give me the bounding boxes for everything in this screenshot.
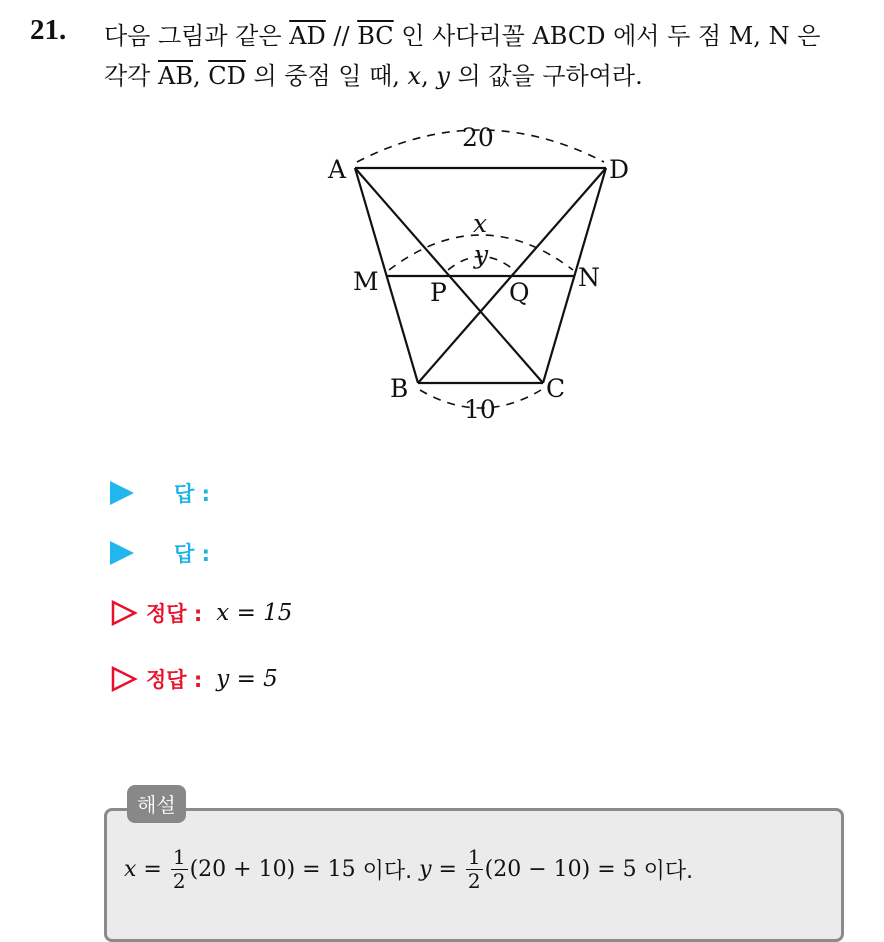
outline-triangle-icon [110, 599, 138, 627]
segment-ad: $\overline{AD}$ [289, 22, 326, 50]
label-y: y [474, 240, 489, 269]
label-bottom-length: 10 [464, 395, 496, 424]
solution-text: x = $\frac{1}{2}$ (20 + 10) = 15 이다. y = $\frac{1}{2}$ (20 − 10) = 5 이다. [124, 845, 694, 893]
solution-tag: 해설 [127, 785, 186, 823]
fraction-half: $\frac{1}{2}$ [172, 845, 186, 893]
question-line-2: 각각 $\overline{AB}$, $\overline{CD}$ 의 중점 일 때, x, y 의 값을 구하여라. [104, 62, 643, 90]
question-line-1: 다음 그림과 같은 $\overline{AD} // \overline{BC}$ 인 사다리꼴 ABCD 에서 두 점 M, N 은 [104, 22, 821, 50]
label-m: M [353, 267, 379, 296]
label-b: B [390, 374, 409, 403]
fraction-half: $\frac{1}{2}$ [467, 845, 481, 893]
label-d: D [609, 155, 630, 184]
answer-blank-2 [110, 538, 210, 568]
segment-bc: $\overline{BC}$ [357, 22, 394, 50]
play-triangle-icon [110, 481, 134, 505]
label-n: N [578, 263, 600, 292]
label-top-length: 20 [462, 123, 494, 152]
outline-triangle-icon [110, 665, 138, 693]
answer-blank-1 [110, 478, 210, 508]
label-p: P [430, 278, 447, 307]
correct-value-y: y = 5 [216, 666, 278, 692]
correct-label: 정답 : [146, 602, 203, 626]
answer-label: 답 : [174, 542, 210, 566]
segment-cd: $\overline{CD}$ [208, 62, 246, 90]
segment-ab: $\overline{AB}$ [158, 62, 193, 90]
correct-answer-1 [110, 598, 292, 628]
correct-answer-2 [110, 664, 278, 694]
trapezoid-figure [320, 115, 650, 425]
correct-value-x: x = 15 [216, 600, 293, 626]
label-a: A [328, 155, 347, 184]
play-triangle-icon [110, 541, 134, 565]
correct-label: 정답 : [146, 668, 203, 692]
question-number: 21. [30, 14, 67, 46]
label-q: Q [509, 278, 530, 307]
answer-label: 답 : [174, 482, 210, 506]
label-c: C [546, 374, 566, 403]
label-x: x [473, 209, 488, 238]
